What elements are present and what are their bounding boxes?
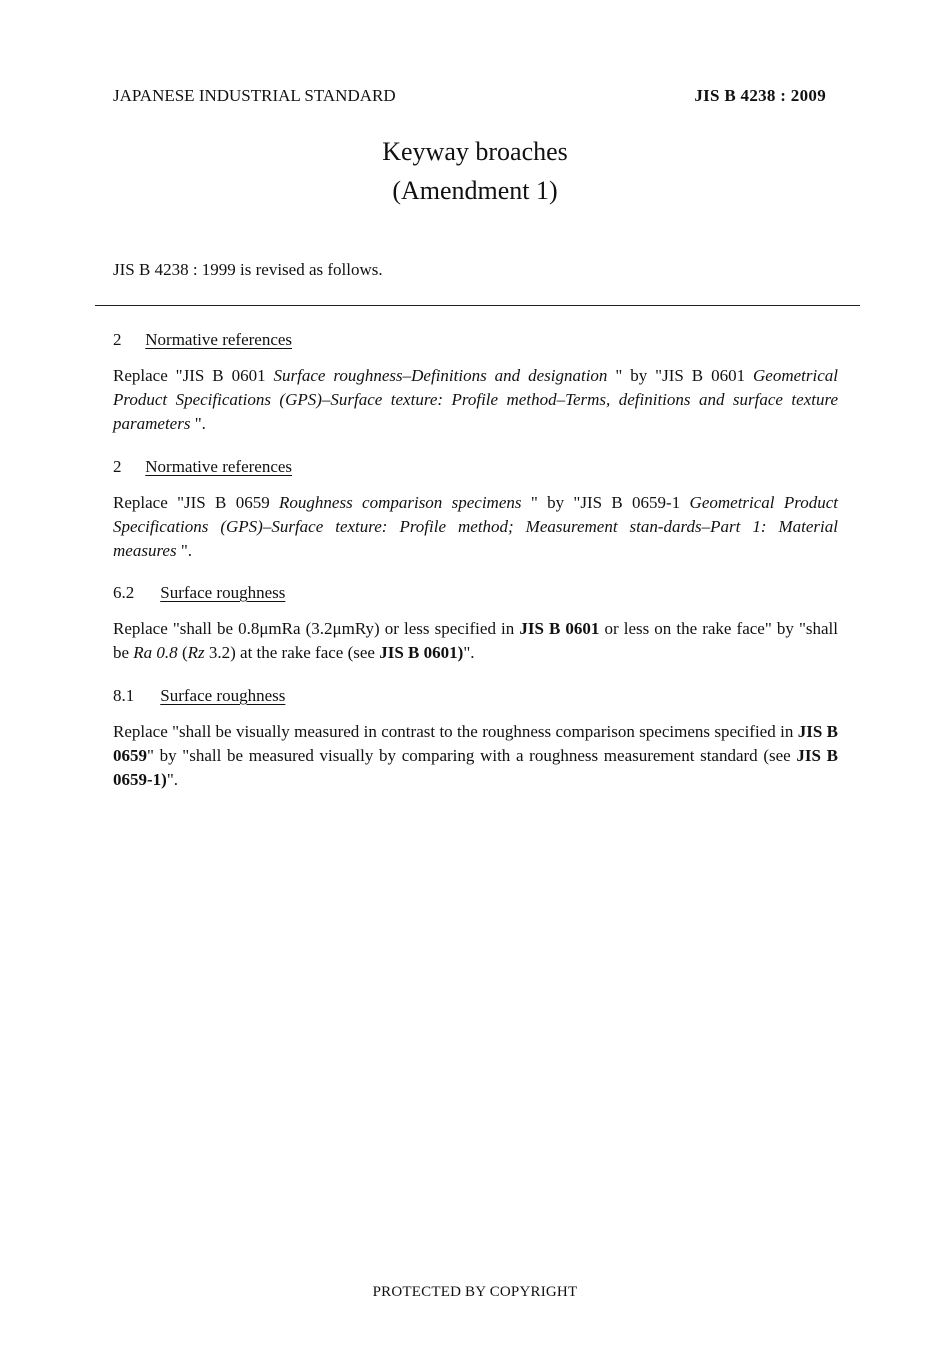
standard-reference: JIS B 0601) (379, 643, 464, 662)
header-standard-number: JIS B 4238 : 2009 (694, 86, 826, 105)
section-number: 6.2 (113, 583, 135, 602)
copyright-footer: PROTECTED BY COPYRIGHT (372, 1284, 578, 1300)
section-heading (113, 330, 292, 350)
section-body (113, 720, 838, 792)
body-text: ". (166, 770, 179, 789)
body-text: " by "shall be measured visually by comparing with a roughness measurement standard (see (147, 746, 797, 765)
section-heading (113, 583, 285, 603)
italic-title-text: Roughness comparison specimens (279, 493, 522, 512)
section-heading (113, 457, 292, 477)
body-text: ". (176, 541, 193, 560)
body-text: Replace "JIS B 0601 (113, 366, 274, 385)
section-number: 2 (113, 457, 122, 476)
body-text: ( (177, 643, 188, 662)
title-line-1: Keyway broaches (382, 137, 568, 166)
body-text: Replace "JIS B 0659 (113, 493, 280, 512)
section-heading (113, 686, 285, 706)
italic-title-text: Surface roughness–Definitions and designation (273, 366, 608, 385)
intro-statement: JIS B 4238 : 1999 is revised as follows. (113, 260, 383, 279)
header-standard-name: JAPANESE INDUSTRIAL STANDARD (113, 86, 396, 105)
standard-reference: JIS B 0601 (519, 619, 600, 638)
standard-reference: JIS B 0659-1) (113, 746, 838, 789)
standard-reference: JIS B 0659 (113, 722, 838, 765)
italic-title-text: Ra 0.8 (133, 643, 178, 662)
body-text: ". (463, 643, 475, 662)
italic-title-text: Geometrical Product Specifications (GPS)–Surface texture: Profile method–Terms, definitions and surface texture parameters (113, 366, 838, 433)
section-body (113, 364, 838, 436)
horizontal-divider (95, 305, 860, 306)
body-text: Replace "shall be visually measured in contrast to the roughness comparison specimens specified in (113, 722, 798, 741)
body-text: 3.2) at the rake face (see (204, 643, 380, 662)
title-line-2: (Amendment 1) (392, 176, 558, 205)
section-title: Surface roughness (160, 583, 286, 602)
body-text: " by "JIS B 0601 (607, 366, 754, 385)
body-text: or less on the rake face" by "shall be (113, 619, 838, 662)
body-text: " by "JIS B 0659-1 (521, 493, 690, 512)
section-title: Surface roughness (160, 686, 286, 705)
italic-title-text: Rz (187, 643, 205, 662)
body-text: ". (190, 414, 206, 433)
section-body (113, 491, 838, 563)
section-title: Normative references (145, 457, 293, 476)
body-text: Replace "shall be 0.8μmRa (3.2μmRy) or less specified in (113, 619, 520, 638)
section-number: 2 (113, 330, 122, 349)
document-title (0, 132, 950, 210)
section-number: 8.1 (113, 686, 135, 705)
italic-title-text: Geometrical Product Specifications (GPS)–Surface texture: Profile method; Measurement stan-dards–Part 1: Material measures (113, 493, 838, 560)
section-title: Normative references (145, 330, 293, 349)
section-body (113, 617, 838, 665)
